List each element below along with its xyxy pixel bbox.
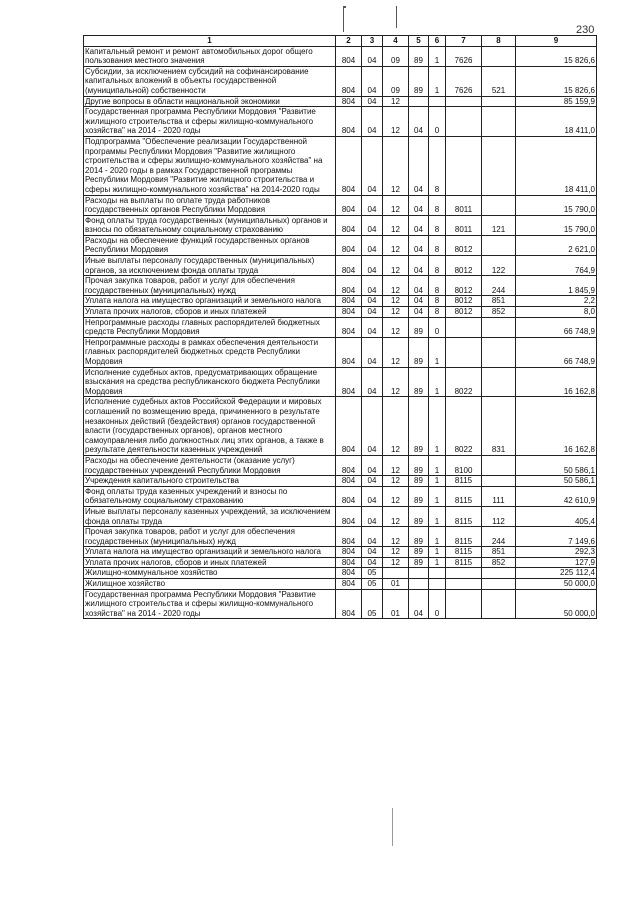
row-name: Расходы на обеспечение функций государственных органов Республики Мордовия [84, 235, 336, 255]
row-code-subprogram: 1 [429, 557, 446, 568]
row-name: Непрограммные расходы главных распорядителей бюджетных средств Республики Мордовия [84, 317, 336, 337]
row-code-section: 04 [362, 337, 383, 367]
row-code-expense-type [482, 195, 516, 215]
row-code-subsection: 12 [383, 367, 409, 397]
row-code-expense-type: 121 [482, 215, 516, 235]
table-row [84, 527, 597, 547]
row-code-program: 89 [409, 506, 429, 526]
row-code-expense-type: 851 [482, 296, 516, 307]
row-code-expense-type: 122 [482, 256, 516, 276]
row-code-subprogram: 1 [429, 46, 446, 66]
row-code-subprogram: 8 [429, 307, 446, 318]
row-code-subprogram [429, 568, 446, 579]
row-code-direction: 8115 [446, 527, 482, 547]
page-number: 230 [576, 24, 595, 36]
row-code-direction: 8115 [446, 476, 482, 487]
row-code-program [409, 568, 429, 579]
row-code-subsection [383, 568, 409, 579]
row-code-section: 04 [362, 367, 383, 397]
table-row [84, 568, 597, 579]
column-header: 8 [482, 36, 516, 47]
column-header: 7 [446, 36, 482, 47]
row-code-program: 04 [409, 307, 429, 318]
row-code-subprogram [429, 96, 446, 107]
row-code-direction: 8011 [446, 195, 482, 215]
row-code-program: 89 [409, 46, 429, 66]
row-code-direction: 8115 [446, 506, 482, 526]
table-row [84, 557, 597, 568]
row-name: Исполнение судебных актов Российской Федерации и мировых соглашений по возмещению вреда, причиненного в результате незаконных действий (бездействия) органов государственной власти (государственных органов), органов местного самоуправления либо должностных лиц этих органов, а также в результате деятельности казенных учреждений [84, 397, 336, 456]
row-code-section: 04 [362, 136, 383, 195]
table-header-row [84, 36, 597, 47]
row-code-subprogram: 8 [429, 235, 446, 255]
row-code-admin: 804 [336, 557, 362, 568]
table-row [84, 337, 597, 367]
row-code-subprogram: 1 [429, 455, 446, 475]
table-row [84, 476, 597, 487]
row-code-admin: 804 [336, 195, 362, 215]
row-code-subprogram [429, 579, 446, 590]
row-code-section: 04 [362, 397, 383, 456]
table-row [84, 107, 597, 137]
row-code-expense-type: 852 [482, 307, 516, 318]
row-code-section: 04 [362, 276, 383, 296]
row-code-direction: 8012 [446, 235, 482, 255]
row-name: Другие вопросы в области национальной экономики [84, 96, 336, 107]
row-code-subprogram: 0 [429, 317, 446, 337]
row-name: Уплата прочих налогов, сборов и иных платежей [84, 557, 336, 568]
row-code-admin: 804 [336, 397, 362, 456]
row-code-expense-type [482, 46, 516, 66]
row-code-admin: 804 [336, 46, 362, 66]
row-code-subprogram: 8 [429, 296, 446, 307]
row-code-direction: 8022 [446, 367, 482, 397]
row-code-admin: 804 [336, 276, 362, 296]
row-code-section: 04 [362, 476, 383, 487]
row-code-direction [446, 107, 482, 137]
row-code-program: 04 [409, 589, 429, 619]
table-row [84, 579, 597, 590]
row-name: Прочая закупка товаров, работ и услуг для обеспечения государственных (муниципальных) нужд [84, 276, 336, 296]
row-code-subsection: 12 [383, 317, 409, 337]
scan-mark-bottom [392, 808, 393, 846]
table-row [84, 46, 597, 66]
row-name: Прочая закупка товаров, работ и услуг для обеспечения государственных (муниципальных) нужд [84, 527, 336, 547]
row-code-expense-type: 521 [482, 66, 516, 96]
row-code-section: 04 [362, 296, 383, 307]
row-code-direction [446, 579, 482, 590]
table-body [84, 46, 597, 619]
row-code-subprogram: 1 [429, 547, 446, 558]
row-name: Фонд оплаты труда казенных учреждений и взносы по обязательному социальному страхованию [84, 486, 336, 506]
row-code-section: 04 [362, 107, 383, 137]
row-code-direction [446, 589, 482, 619]
row-code-subprogram: 1 [429, 486, 446, 506]
table-row [84, 506, 597, 526]
row-code-expense-type [482, 589, 516, 619]
row-code-subsection: 12 [383, 195, 409, 215]
row-code-section: 05 [362, 579, 383, 590]
row-code-direction [446, 96, 482, 107]
row-code-expense-type [482, 579, 516, 590]
row-code-admin: 804 [336, 107, 362, 137]
row-code-admin: 804 [336, 66, 362, 96]
row-code-admin: 804 [336, 235, 362, 255]
row-code-section: 04 [362, 195, 383, 215]
row-code-subsection: 12 [383, 235, 409, 255]
row-code-subprogram: 1 [429, 506, 446, 526]
row-code-program: 04 [409, 256, 429, 276]
row-code-subprogram: 1 [429, 367, 446, 397]
row-code-expense-type [482, 317, 516, 337]
row-name: Капитальный ремонт и ремонт автомобильных дорог общего пользования местного значения [84, 46, 336, 66]
row-name: Фонд оплаты труда государственных (муниципальных) органов и взносы по обязательному социальному страхованию [84, 215, 336, 235]
row-code-subsection: 12 [383, 506, 409, 526]
row-code-subsection: 09 [383, 46, 409, 66]
row-code-section: 04 [362, 256, 383, 276]
row-code-program: 89 [409, 557, 429, 568]
row-code-subsection: 01 [383, 579, 409, 590]
budget-table [83, 35, 597, 619]
row-code-subsection: 12 [383, 256, 409, 276]
row-code-program: 89 [409, 337, 429, 367]
row-code-program: 04 [409, 276, 429, 296]
row-amount: 16 162,8 [516, 397, 597, 456]
row-code-admin: 804 [336, 589, 362, 619]
row-code-program: 89 [409, 486, 429, 506]
row-code-subprogram: 8 [429, 136, 446, 195]
row-amount: 50 586,1 [516, 476, 597, 487]
row-name: Учреждения капитального строительства [84, 476, 336, 487]
row-code-expense-type [482, 136, 516, 195]
table-row [84, 547, 597, 558]
row-code-subprogram: 8 [429, 256, 446, 276]
row-code-direction: 8012 [446, 307, 482, 318]
scan-mark-bar [343, 6, 346, 8]
row-code-expense-type [482, 568, 516, 579]
row-code-subsection: 12 [383, 96, 409, 107]
row-code-expense-type: 112 [482, 506, 516, 526]
row-name: Жилищное хозяйство [84, 579, 336, 590]
scan-mark-right [396, 6, 397, 28]
row-code-admin: 804 [336, 367, 362, 397]
column-header: 6 [429, 36, 446, 47]
row-amount: 127,9 [516, 557, 597, 568]
column-header: 5 [409, 36, 429, 47]
row-amount: 85 159,9 [516, 96, 597, 107]
row-code-section: 04 [362, 486, 383, 506]
row-amount: 2 621,0 [516, 235, 597, 255]
row-code-subprogram: 0 [429, 589, 446, 619]
row-code-expense-type [482, 337, 516, 367]
row-code-subsection: 12 [383, 486, 409, 506]
row-name: Непрограммные расходы в рамках обеспечения деятельности главных распорядителей бюджетных средств Республики Мордовия [84, 337, 336, 367]
row-code-section: 04 [362, 527, 383, 547]
row-amount: 2,2 [516, 296, 597, 307]
column-header: 4 [383, 36, 409, 47]
row-code-direction: 8115 [446, 547, 482, 558]
row-amount: 225 112,4 [516, 568, 597, 579]
row-code-admin: 804 [336, 317, 362, 337]
row-amount: 50 586,1 [516, 455, 597, 475]
row-code-subsection: 12 [383, 307, 409, 318]
row-code-admin: 804 [336, 256, 362, 276]
row-code-subsection: 12 [383, 215, 409, 235]
row-amount: 15 790,0 [516, 215, 597, 235]
row-code-direction: 8012 [446, 296, 482, 307]
row-name: Государственная программа Республики Мордовия "Развитие жилищного строительства и сферы жилищно-коммунального хозяйства" на 2014 - 2020 годы [84, 589, 336, 619]
row-code-subsection: 12 [383, 557, 409, 568]
row-code-admin: 804 [336, 579, 362, 590]
row-code-admin: 804 [336, 486, 362, 506]
row-code-section: 04 [362, 317, 383, 337]
row-amount: 7 149,6 [516, 527, 597, 547]
table-row [84, 96, 597, 107]
row-code-subprogram: 1 [429, 527, 446, 547]
row-code-admin: 804 [336, 568, 362, 579]
row-name: Иные выплаты персоналу казенных учреждений, за исключением фонда оплаты труда [84, 506, 336, 526]
row-amount: 15 826,6 [516, 66, 597, 96]
row-code-section: 04 [362, 547, 383, 558]
row-code-program: 04 [409, 215, 429, 235]
row-amount: 18 411,0 [516, 107, 597, 137]
row-code-expense-type: 111 [482, 486, 516, 506]
row-code-section: 04 [362, 215, 383, 235]
row-code-section: 04 [362, 455, 383, 475]
row-code-expense-type [482, 235, 516, 255]
row-code-subsection: 01 [383, 589, 409, 619]
row-code-section: 05 [362, 568, 383, 579]
row-code-subprogram: 1 [429, 66, 446, 96]
table-row [84, 195, 597, 215]
row-code-program: 89 [409, 66, 429, 96]
row-code-expense-type: 831 [482, 397, 516, 456]
row-code-subsection: 12 [383, 136, 409, 195]
table-row [84, 215, 597, 235]
table-row [84, 589, 597, 619]
row-code-direction [446, 568, 482, 579]
row-code-admin: 804 [336, 455, 362, 475]
row-code-subprogram: 8 [429, 276, 446, 296]
row-amount: 50 000,0 [516, 579, 597, 590]
row-code-direction [446, 136, 482, 195]
table-row [84, 486, 597, 506]
row-code-program: 89 [409, 476, 429, 487]
table-row [84, 317, 597, 337]
row-code-subsection: 12 [383, 476, 409, 487]
row-code-admin: 804 [336, 527, 362, 547]
table-row [84, 66, 597, 96]
row-code-program: 04 [409, 195, 429, 215]
row-code-admin: 804 [336, 476, 362, 487]
row-code-subsection: 12 [383, 397, 409, 456]
row-code-subprogram: 1 [429, 397, 446, 456]
row-code-expense-type: 244 [482, 276, 516, 296]
table-row [84, 235, 597, 255]
row-code-expense-type [482, 107, 516, 137]
row-name: Уплата прочих налогов, сборов и иных платежей [84, 307, 336, 318]
row-code-program: 04 [409, 107, 429, 137]
table-row [84, 136, 597, 195]
row-code-subsection: 12 [383, 547, 409, 558]
row-amount: 292,3 [516, 547, 597, 558]
row-code-subsection: 12 [383, 296, 409, 307]
row-name: Расходы на выплаты по оплате труда работников государственных органов Республики Мордовия [84, 195, 336, 215]
row-code-program: 04 [409, 296, 429, 307]
row-code-section: 04 [362, 557, 383, 568]
row-amount: 8,0 [516, 307, 597, 318]
row-name: Уплата налога на имущество организаций и земельного налога [84, 296, 336, 307]
scan-mark-left [343, 6, 344, 32]
row-amount: 66 748,9 [516, 337, 597, 367]
row-code-program [409, 96, 429, 107]
row-name: Субсидии, за исключением субсидий на софинансирование капитальных вложений в объекты государственной (муниципальной) собственности [84, 66, 336, 96]
column-header: 9 [516, 36, 597, 47]
row-code-program: 04 [409, 235, 429, 255]
table-row [84, 256, 597, 276]
row-code-subprogram: 0 [429, 107, 446, 137]
row-code-direction: 8022 [446, 397, 482, 456]
row-code-admin: 804 [336, 547, 362, 558]
column-header: 1 [84, 36, 336, 47]
row-name: Подпрограмма "Обеспечение реализации Государственной программы Республики Мордовия "Развитие жилищного строительства и сферы жилищно-коммунального хозяйства" на 2014 - 2020 годы в рамках Государственной программы Республики Мордовия "Развитие жилищного строительства и сферы жилищно-коммунального хозяйства" на 2014-2020 годы [84, 136, 336, 195]
row-amount: 66 748,9 [516, 317, 597, 337]
row-amount: 16 162,8 [516, 367, 597, 397]
table-row [84, 276, 597, 296]
row-code-program: 89 [409, 527, 429, 547]
row-code-expense-type [482, 367, 516, 397]
row-code-admin: 804 [336, 215, 362, 235]
row-code-section: 04 [362, 46, 383, 66]
row-code-program: 89 [409, 397, 429, 456]
row-code-section: 04 [362, 506, 383, 526]
row-amount: 15 790,0 [516, 195, 597, 215]
row-code-expense-type [482, 476, 516, 487]
row-code-direction: 8012 [446, 276, 482, 296]
row-code-admin: 804 [336, 337, 362, 367]
row-code-admin: 804 [336, 296, 362, 307]
row-code-subsection: 12 [383, 107, 409, 137]
row-amount: 1 845,9 [516, 276, 597, 296]
row-code-expense-type: 244 [482, 527, 516, 547]
row-name: Исполнение судебных актов, предусматривающих обращение взыскания на средства республиканского бюджета Республики Мордовия [84, 367, 336, 397]
row-code-section: 05 [362, 589, 383, 619]
table-row [84, 455, 597, 475]
row-code-direction [446, 337, 482, 367]
row-code-expense-type: 852 [482, 557, 516, 568]
row-code-direction: 8115 [446, 486, 482, 506]
table-row [84, 367, 597, 397]
row-code-subsection: 12 [383, 276, 409, 296]
row-code-direction: 8115 [446, 557, 482, 568]
row-code-admin: 804 [336, 307, 362, 318]
row-code-section: 04 [362, 235, 383, 255]
row-amount: 15 826,6 [516, 46, 597, 66]
row-code-subprogram: 1 [429, 476, 446, 487]
row-amount: 405,4 [516, 506, 597, 526]
row-code-direction: 7626 [446, 66, 482, 96]
row-code-expense-type [482, 455, 516, 475]
row-code-admin: 804 [336, 96, 362, 107]
row-code-subsection: 12 [383, 455, 409, 475]
row-code-direction: 7626 [446, 46, 482, 66]
row-code-admin: 804 [336, 506, 362, 526]
row-code-program: 89 [409, 367, 429, 397]
row-code-section: 04 [362, 307, 383, 318]
row-code-section: 04 [362, 66, 383, 96]
row-name: Расходы на обеспечение деятельности (оказание услуг) государственных учреждений Республики Мордовия [84, 455, 336, 475]
row-code-program: 89 [409, 455, 429, 475]
table-row [84, 307, 597, 318]
row-name: Государственная программа Республики Мордовия "Развитие жилищного строительства и сферы жилищно-коммунального хозяйства" на 2014 - 2020 годы [84, 107, 336, 137]
table-row [84, 296, 597, 307]
row-code-program: 89 [409, 317, 429, 337]
row-code-admin: 804 [336, 136, 362, 195]
row-name: Жилищно-коммунальное хозяйство [84, 568, 336, 579]
table-row [84, 397, 597, 456]
row-name: Уплата налога на имущество организаций и земельного налога [84, 547, 336, 558]
row-code-subprogram: 8 [429, 195, 446, 215]
column-header: 3 [362, 36, 383, 47]
row-name: Иные выплаты персоналу государственных (муниципальных) органов, за исключением фонда оплаты труда [84, 256, 336, 276]
row-code-program: 89 [409, 547, 429, 558]
row-code-program: 04 [409, 136, 429, 195]
row-code-section: 04 [362, 96, 383, 107]
row-amount: 42 610,9 [516, 486, 597, 506]
row-code-direction: 8012 [446, 256, 482, 276]
column-header: 2 [336, 36, 362, 47]
row-code-expense-type [482, 96, 516, 107]
row-code-program [409, 579, 429, 590]
row-code-direction [446, 317, 482, 337]
row-code-subsection: 09 [383, 66, 409, 96]
row-amount: 50 000,0 [516, 589, 597, 619]
row-code-subsection: 12 [383, 527, 409, 547]
row-code-expense-type: 851 [482, 547, 516, 558]
row-code-direction: 8100 [446, 455, 482, 475]
row-amount: 764,9 [516, 256, 597, 276]
row-code-direction: 8011 [446, 215, 482, 235]
row-code-subprogram: 8 [429, 215, 446, 235]
row-code-subprogram: 1 [429, 337, 446, 367]
row-code-subsection: 12 [383, 337, 409, 367]
row-amount: 18 411,0 [516, 136, 597, 195]
